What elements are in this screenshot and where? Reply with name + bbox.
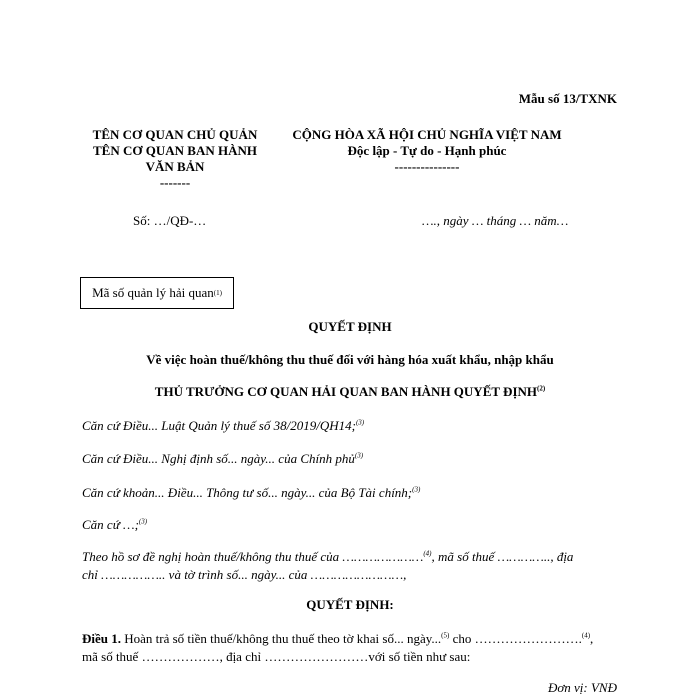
- form-code: Mẫu số 13/TXNK: [518, 91, 617, 106]
- footnote-marker: (2): [537, 384, 546, 393]
- legal-basis-text: Căn cứ khoản... Điều... Thông tư số... ngày... của Bộ Tài chính;: [82, 485, 413, 500]
- article-1-line-2: mã số thuế ………………, địa chỉ ……………………với số tiền như sau:: [82, 649, 471, 664]
- article-text: cho …………………….: [449, 631, 582, 646]
- customs-id-box: Mã số quản lý hải quan (1): [80, 277, 234, 309]
- issuing-agency-header: [75, 127, 275, 191]
- footnote-marker: (3): [355, 418, 365, 427]
- customs-id-label: Mã số quản lý hải quan: [92, 284, 214, 300]
- parent-agency-name: TÊN CƠ QUAN CHỦ QUẢN: [92, 127, 258, 142]
- legal-basis-text: Căn cứ Điều... Luật Quản lý thuế số 38/2019/QH14;: [82, 418, 356, 433]
- document-number: Số: …/QĐ-…: [133, 213, 207, 228]
- dossier-line-1: [82, 548, 622, 566]
- legal-basis-item: [82, 517, 147, 534]
- footnote-marker: (3): [138, 517, 148, 526]
- dossier-line-2: chỉ …………….. và tờ trình số... ngày... của ……………………,: [82, 567, 407, 582]
- left-divider: -------: [159, 175, 191, 190]
- footnote-marker: (3): [412, 485, 421, 494]
- issuing-authority: [0, 384, 700, 401]
- legal-basis-item: [82, 485, 420, 502]
- country-name: CỘNG HÒA XÃ HỘI CHỦ NGHĨA VIỆT NAM: [292, 127, 562, 142]
- legal-basis-item: [82, 418, 364, 435]
- issuing-agency-name: TÊN CƠ QUAN BAN HÀNH: [93, 143, 257, 158]
- issuing-agency-name-cont: VĂN BẢN: [145, 159, 205, 174]
- national-motto: Độc lập - Tự do - Hạnh phúc: [347, 143, 507, 158]
- document-subject: Về việc hoàn thuế/không thu thuế đối với hàng hóa xuất khẩu, nhập khẩu: [146, 352, 554, 367]
- national-header: [262, 127, 592, 175]
- footnote-marker: (3): [354, 451, 364, 460]
- dossier-text: , mã số thuế ………….., địa: [431, 549, 574, 564]
- footnote-marker: (4): [423, 549, 432, 558]
- dossier-text: Theo hồ sơ đề nghị hoàn thuế/không thu thuế của …………………: [82, 549, 424, 564]
- legal-basis-text: Căn cứ …;: [82, 517, 139, 532]
- article-label: Điều 1.: [82, 631, 121, 646]
- document-title: QUYẾT ĐỊNH: [308, 319, 392, 334]
- dossier-paragraph: [82, 548, 622, 584]
- right-divider: ---------------: [394, 159, 460, 174]
- article-text: Hoàn trả số tiền thuế/không thu thuế theo tờ khai số... ngày...: [121, 631, 442, 646]
- decision-heading: QUYẾT ĐỊNH:: [306, 597, 394, 612]
- article-text: ,: [590, 631, 594, 646]
- footnote-marker: (4): [581, 631, 591, 640]
- legal-basis-text: Căn cứ Điều... Nghị định số... ngày... của Chính phủ: [82, 451, 355, 466]
- legal-basis-item: [82, 451, 363, 468]
- footnote-marker: (5): [441, 631, 450, 640]
- article-1-line-1: [82, 630, 622, 648]
- article-1: [82, 630, 622, 666]
- document-date: …., ngày … tháng … năm…: [422, 213, 569, 228]
- currency-unit: Đơn vị: VNĐ: [547, 680, 617, 695]
- authority-text: THỦ TRƯỞNG CƠ QUAN HẢI QUAN BAN HÀNH QUYẾT ĐỊNH: [154, 384, 538, 399]
